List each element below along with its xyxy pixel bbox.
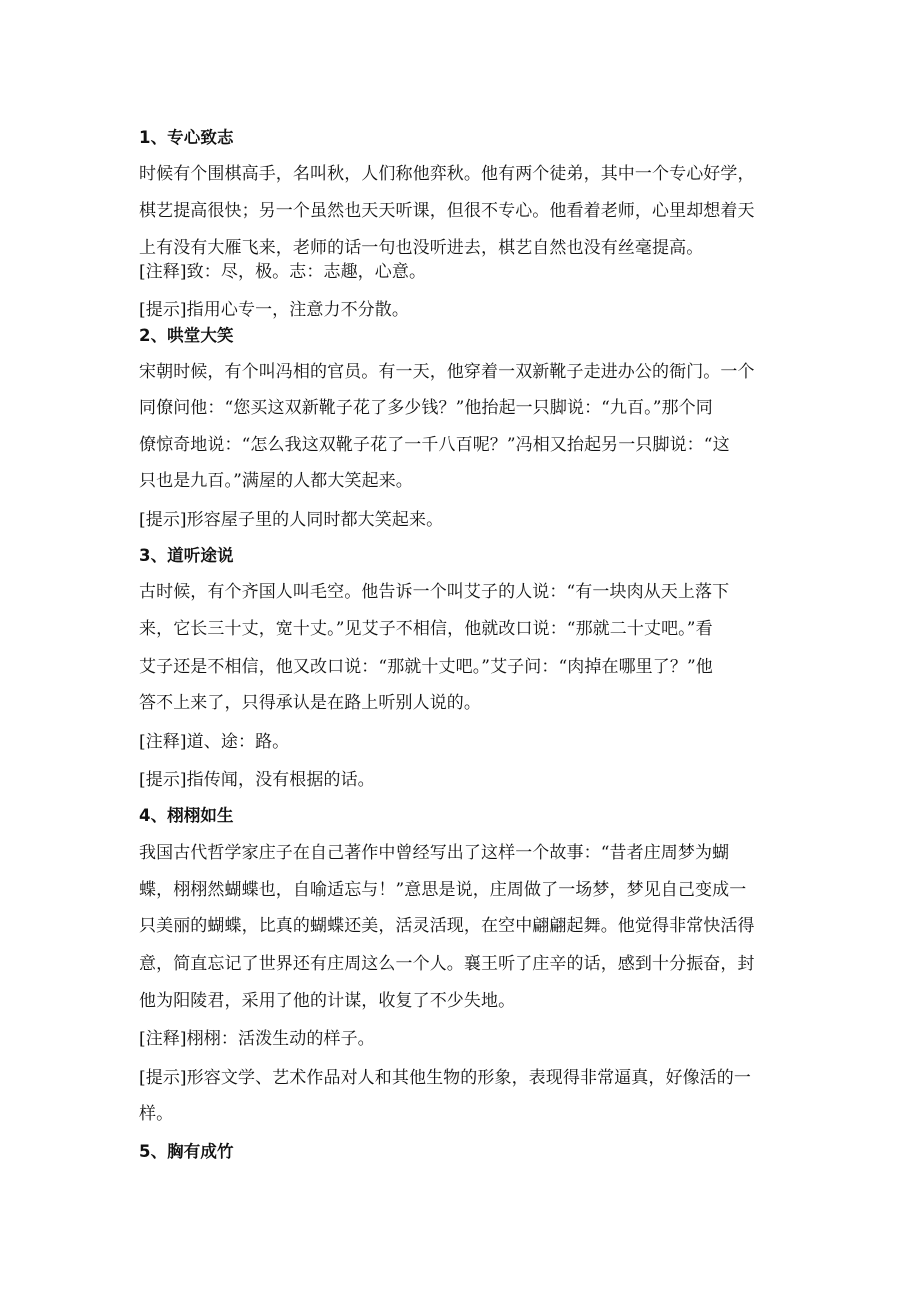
note-line: [注释]致：尽，极。志：志趣，心意。 xyxy=(139,262,427,282)
paragraph-line: 宋朝时候，有个叫冯相的官员。有一天，他穿着一双新靴子走进办公的衙门。一个 xyxy=(139,362,755,382)
paragraph-line: 蝶，栩栩然蝴蝶也，自喻适忘与！”意思是说，庄周做了一场梦，梦见自己变成一 xyxy=(139,880,747,900)
hint-line: [提示]形容屋子里的人同时都大笑起来。 xyxy=(139,510,444,530)
section-heading: 1、专心致志 xyxy=(139,128,234,147)
paragraph-line: 古时候，有个齐国人叫毛空。他告诉一个叫艾子的人说：“有一块肉从天上落下 xyxy=(139,582,730,602)
section-heading: 4、栩栩如生 xyxy=(139,806,234,825)
hint-line: [提示]形容文学、艺术作品对人和其他生物的形象，表现得非常逼真，好像活的一 xyxy=(139,1068,751,1088)
note-line: [注释]栩栩：活泼生动的样子。 xyxy=(139,1029,375,1049)
paragraph-line: 我国古代哲学家庄子在自己著作中曾经写出了这样一个故事：“昔者庄周梦为蝴 xyxy=(139,843,730,863)
section-heading: 5、胸有成竹 xyxy=(139,1142,234,1161)
paragraph-line: 僚惊奇地说：“怎么我这双靴子花了一千八百呢？”冯相又抬起另一只脚说：“这 xyxy=(139,435,730,455)
paragraph-line: 上有没有大雁飞来，老师的话一句也没听进去，棋艺自然也没有丝毫提高。 xyxy=(139,238,704,258)
paragraph-line: 只也是九百。”满屋的人都大笑起来。 xyxy=(139,471,413,491)
hint-line: 样。 xyxy=(139,1104,174,1124)
hint-line: [提示]指用心专一，注意力不分散。 xyxy=(139,300,409,320)
paragraph-line: 答不上来了，只得承认是在路上听别人说的。 xyxy=(139,693,481,713)
paragraph-line: 时候有个围棋高手，名叫秋，人们称他弈秋。他有两个徒弟，其中一个专心好学， xyxy=(139,164,755,184)
section-heading: 2、哄堂大笑 xyxy=(139,326,234,345)
paragraph-line: 艾子还是不相信，他又改口说：“那就十丈吧。”艾子问：“肉掉在哪里了？”他 xyxy=(139,657,713,677)
paragraph-line: 意，简直忘记了世界还有庄周这么一个人。襄王听了庄辛的话，感到十分振奋，封 xyxy=(139,954,755,974)
hint-line: [提示]指传闻，没有根据的话。 xyxy=(139,770,375,790)
section-heading: 3、道听途说 xyxy=(139,546,234,565)
paragraph-line: 来，它长三十丈，宽十丈。”见艾子不相信，他就改口说：“那就二十丈吧。”看 xyxy=(139,619,713,639)
paragraph-line: 同僚问他：“您买这双新靴子花了多少钱？”他抬起一只脚说：“九百。”那个同 xyxy=(139,398,713,418)
paragraph-line: 他为阳陵君，采用了他的计谋，收复了不少失地。 xyxy=(139,991,516,1011)
paragraph-line: 只美丽的蝴蝶，比真的蝴蝶还美，活灵活现，在空中翩翩起舞。他觉得非常快活得 xyxy=(139,916,755,936)
note-line: [注释]道、途：路。 xyxy=(139,732,290,752)
paragraph-line: 棋艺提高很快；另一个虽然也天天听课，但很不专心。他看着老师，心里却想着天 xyxy=(139,201,755,221)
